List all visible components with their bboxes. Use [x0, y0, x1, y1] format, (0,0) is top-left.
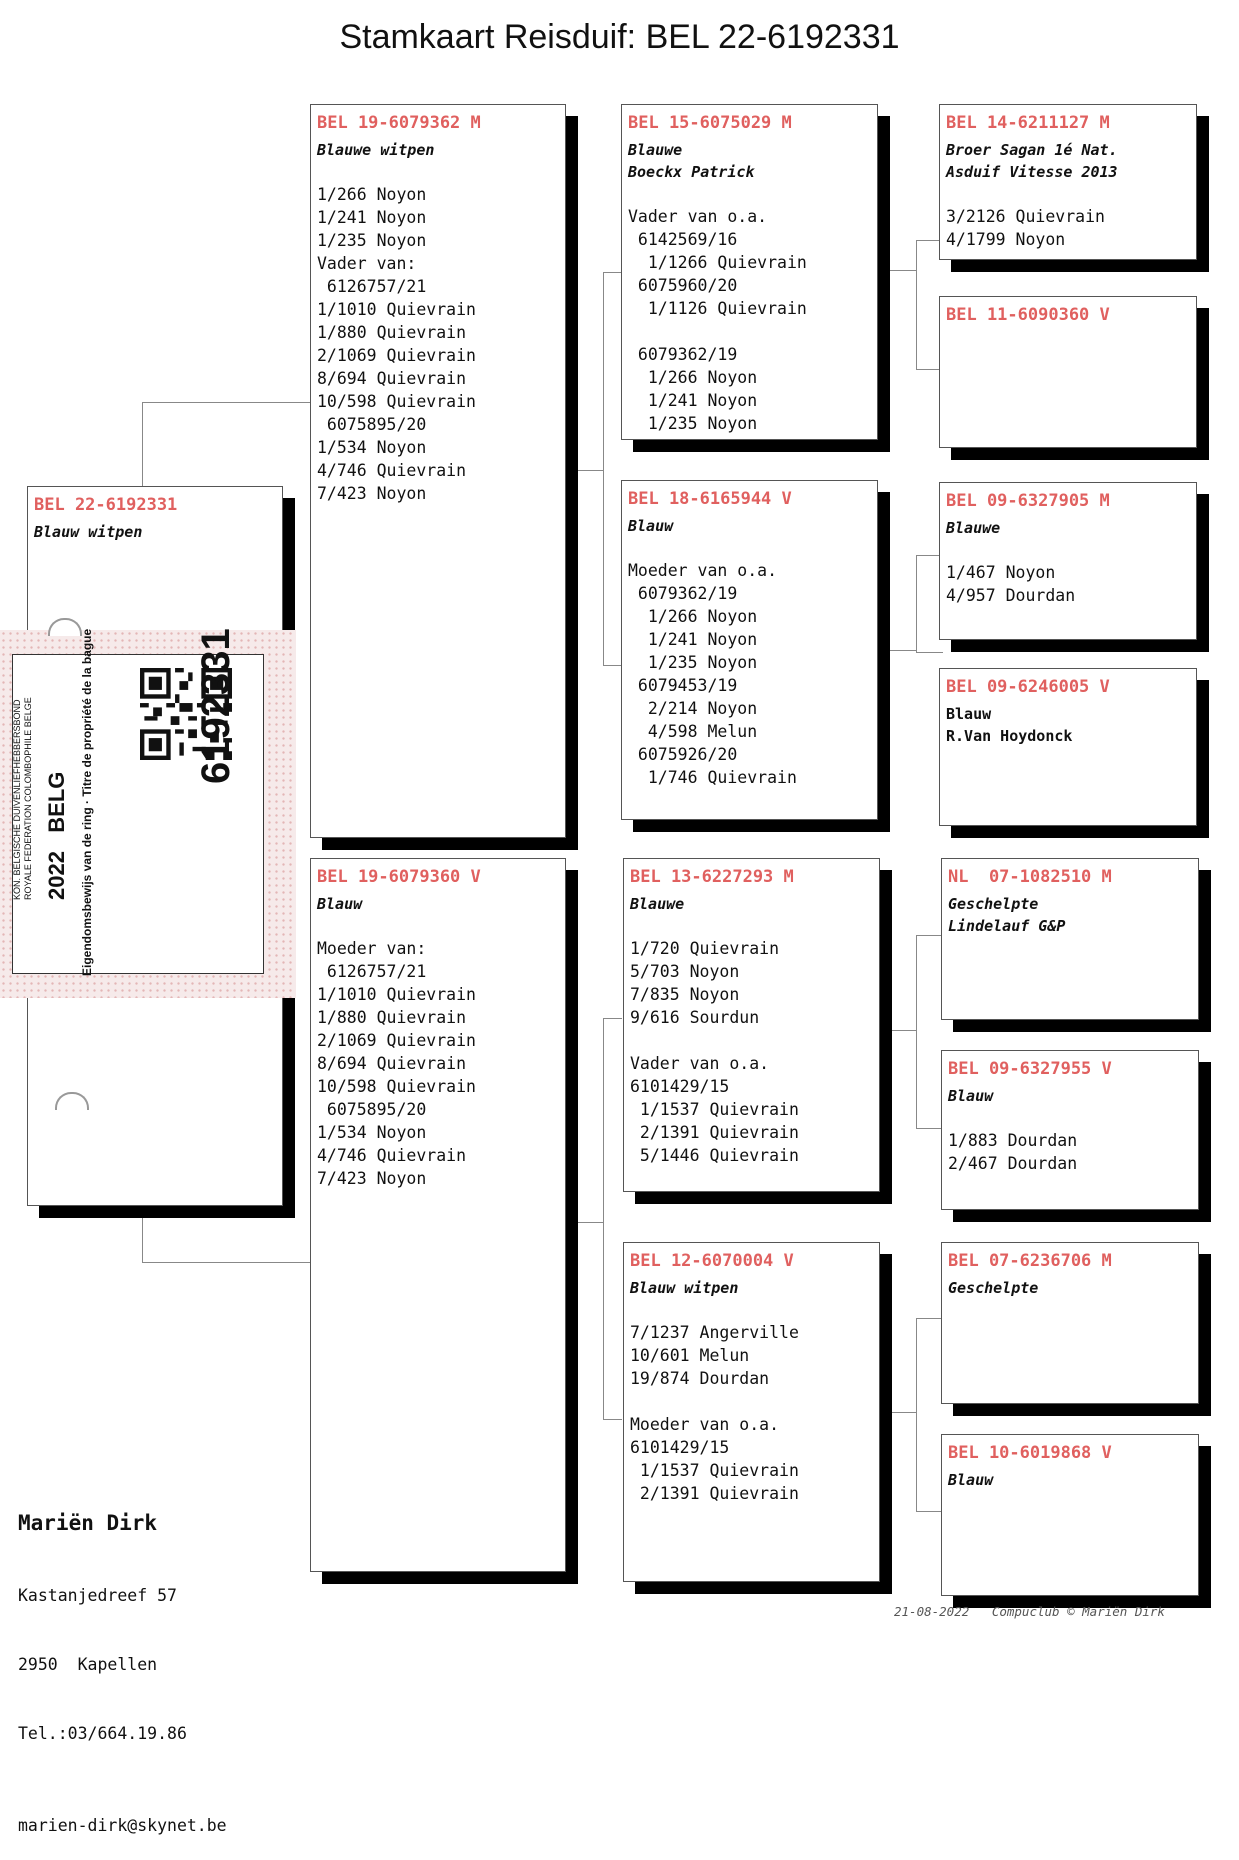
- owner-address: Kastanjedreef 57: [18, 1586, 177, 1605]
- owner-block: [18, 1462, 227, 1860]
- results-list: 1/467 Noyon 4/957 Dourdan: [946, 563, 1076, 605]
- pigeon-card-mff[interactable]: [941, 858, 1199, 1020]
- connector: [916, 1318, 943, 1512]
- ring-number: BEL 09-6246005 V: [946, 677, 1110, 697]
- connector: [916, 935, 943, 1129]
- ring-number: BEL 12-6070004 V: [630, 1251, 794, 1271]
- pigeon-name: Blauw witpen: [34, 523, 143, 541]
- ring-number: BEL 19-6079360 V: [317, 867, 481, 887]
- ring-number: BEL 10-6019868 V: [948, 1443, 1112, 1463]
- owner-email[interactable]: marien-dirk@skynet.be: [18, 1816, 227, 1835]
- pigeon-card-ffm[interactable]: [939, 296, 1197, 448]
- pigeon-card-mmm[interactable]: [941, 1434, 1199, 1596]
- page-title: Stamkaart Reisduif: BEL 22-6192331: [339, 18, 900, 56]
- ring-number: BEL 13-6227293 M: [630, 867, 794, 887]
- pigeon-name: Geschelpte: [948, 1279, 1039, 1297]
- connector: [142, 402, 311, 489]
- owner-city: 2950 Kapellen: [18, 1655, 158, 1674]
- pigeon-name: Blauw: [948, 1471, 994, 1489]
- connector: [566, 470, 604, 472]
- pigeon-card-mfm[interactable]: [941, 1050, 1199, 1210]
- ring-number: BEL 19-6079362 M: [317, 113, 481, 133]
- pigeon-name: Blauwe: [946, 519, 1001, 537]
- owner-name: Mariën Dirk: [18, 1511, 158, 1535]
- pigeon-name: Blauw: [628, 517, 674, 535]
- ring-number: BEL 07-6236706 M: [948, 1251, 1112, 1271]
- results-list: Vader van o.a. 6142569/16 1/1266 Quievrain 6075960/20 1/1126 Quievrain 6079362/19 1/266 Noyon 1/241 Noyon 1/235 Noyon: [628, 207, 807, 433]
- pigeon-card-fmm[interactable]: [939, 668, 1197, 826]
- results-list: 1/883 Dourdan 2/467 Dourdan: [948, 1131, 1078, 1173]
- connector: [566, 1222, 604, 1224]
- pigeon-card-fm[interactable]: [621, 480, 878, 820]
- tag-ring-number: 6192331: [194, 628, 238, 784]
- connector: [142, 1210, 311, 1263]
- ring-number: BEL 18-6165944 V: [628, 489, 792, 509]
- pigeon-card-mm[interactable]: [623, 1242, 880, 1582]
- pigeon-name: Blauw: [948, 1087, 994, 1105]
- footer-credit: 21-08-2022 Compuclub © Mariën Dirk: [894, 1604, 1165, 1619]
- ring-number: BEL 09-6327955 V: [948, 1059, 1112, 1079]
- pigeon-card-mmf[interactable]: [941, 1242, 1199, 1404]
- connector: [880, 270, 916, 272]
- ring-number: BEL 22-6192331: [34, 495, 178, 515]
- pigeon-card-father[interactable]: [310, 104, 566, 838]
- pigeon-name: Blauw witpen: [630, 1279, 739, 1297]
- ring-number: BEL 09-6327905 M: [946, 491, 1110, 511]
- pigeon-name: Blauwe: [630, 895, 685, 913]
- pigeon-name: Broer Sagan 1é Nat. Asduif Vitesse 2013: [946, 141, 1118, 181]
- results-list: 7/1237 Angerville 10/601 Melun 19/874 Dourdan Moeder van o.a. 6101429/15 1/1537 Quievrain 2/1391 Quievrain: [630, 1323, 799, 1503]
- pigeon-card-mother[interactable]: [310, 858, 566, 1572]
- tag-ownership: Eigendomsbewijs van de ring · Titre de propriété de la bague: [80, 628, 94, 976]
- ring-number: BEL 14-6211127 M: [946, 113, 1110, 133]
- results-list: 1/720 Quievrain 5/703 Noyon 7/835 Noyon 9/616 Sourdun Vader van o.a. 6101429/15 1/1537 Quievrain 2/1391 Quievrain 5/1446 Quievrain: [630, 939, 799, 1165]
- pigeon-card-mf[interactable]: [623, 858, 880, 1192]
- ring-number: BEL 15-6075029 M: [628, 113, 792, 133]
- pigeon-card-ff[interactable]: [621, 104, 878, 440]
- ring-number: NL 07-1082510 M: [948, 867, 1112, 887]
- pigeon-card-fmf[interactable]: [939, 482, 1197, 640]
- connector: [880, 650, 916, 652]
- pigeon-name: Blauwe Boeckx Patrick: [628, 141, 755, 181]
- tag-federation: KON. BELGISCHE DUIVENLIEFHEBBERSBOND ROYALE FEDERATION COLOMBOPHILE BELGE: [12, 697, 33, 900]
- ring-number: BEL 11-6090360 V: [946, 305, 1110, 325]
- pigeon-card-fff[interactable]: [939, 104, 1197, 260]
- connector: [880, 1030, 916, 1032]
- connector: [603, 272, 622, 666]
- results-list: 3/2126 Quievrain 4/1799 Noyon: [946, 207, 1105, 249]
- owner-phone: Tel.:03/664.19.86: [18, 1724, 187, 1743]
- connector: [880, 1412, 916, 1414]
- pigeon-name: Blauw R.Van Hoydonck: [946, 705, 1073, 745]
- results-list: 1/266 Noyon 1/241 Noyon 1/235 Noyon Vader van: 6126757/21 1/1010 Quievrain 1/880 Quievrain 2/1069 Quievrain 8/694 Quievrain 10/598 Quievrain 6075895/20 1/534 Noyon 4/746 Quievrain 7/423 Noyon: [317, 185, 476, 503]
- results-list: Moeder van: 6126757/21 1/1010 Quievrain 1/880 Quievrain 2/1069 Quievrain 8/694 Quievrain 10/598 Quievrain 6075895/20 1/534 Noyon 4/746 Quievrain 7/423 Noyon: [317, 939, 476, 1188]
- pigeon-name: Blauwe witpen: [317, 141, 435, 159]
- results-list: Moeder van o.a. 6079362/19 1/266 Noyon 1/241 Noyon 1/235 Noyon 6079453/19 2/214 Noyon 4/598 Melun 6075926/20 1/746 Quievrain: [628, 561, 797, 787]
- connector: [603, 1018, 622, 1420]
- pigeon-name: Geschelpte Lindelauf G&P: [948, 895, 1066, 935]
- tag-year-country: 2022 BELG: [44, 771, 69, 900]
- pigeon-name: Blauw: [317, 895, 363, 913]
